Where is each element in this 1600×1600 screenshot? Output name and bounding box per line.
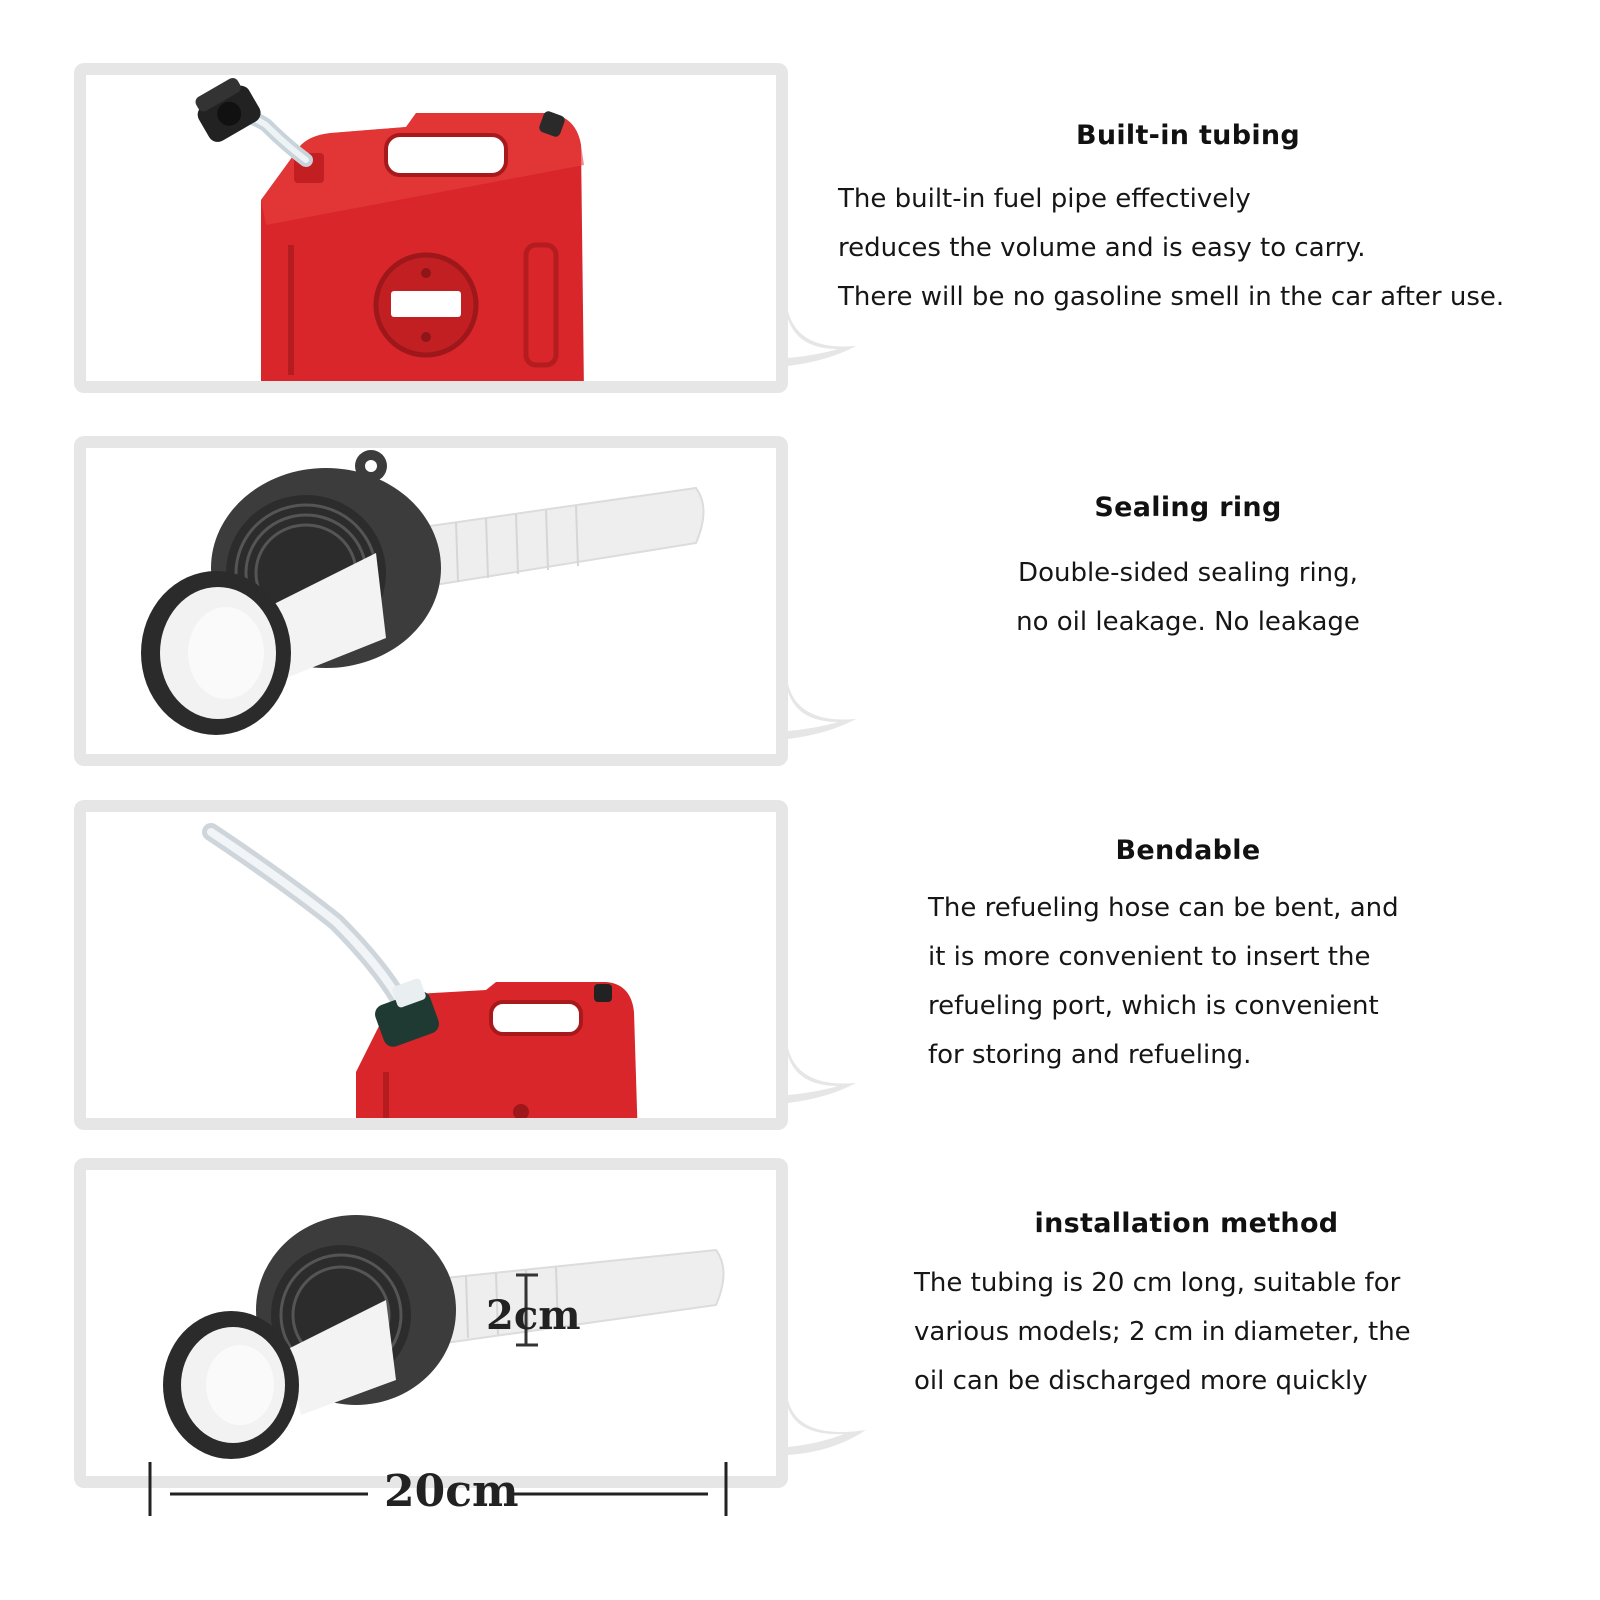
feature-line: There will be no gasoline smell in the car after use. [838,282,1505,312]
diameter-label: 2cm [486,1292,581,1339]
feature-title: Sealing ring [1094,492,1282,523]
nozzle-sealing-ring-image [86,448,776,754]
jerry-can-image [86,75,776,381]
feature-sealing-ring [838,492,1538,647]
feature-line: various models; 2 cm in diameter, the [914,1317,1411,1347]
feature-title: Bendable [1115,835,1261,866]
feature-line: reduces the volume and is easy to carry. [838,233,1366,263]
feature-line: it is more convenient to insert the [928,942,1371,972]
speech-tail [788,1400,878,1460]
feature-line: oil can be discharged more quickly [914,1366,1368,1396]
feature-installation-method [914,1208,1514,1406]
feature-line: no oil leakage. No leakage [1016,607,1360,637]
feature-title: installation method [1034,1208,1339,1239]
feature-line: for storing and refueling. [928,1040,1252,1070]
bendable-hose-image [86,812,776,1118]
product-image-panel-4 [74,1158,788,1488]
feature-line: The tubing is 20 cm long, suitable for [914,1268,1401,1298]
speech-tail [788,1048,868,1108]
feature-line: The built-in fuel pipe effectively [838,184,1251,214]
feature-title: Built-in tubing [1075,120,1301,151]
feature-line: refueling port, which is convenient [928,991,1379,1021]
speech-tail [788,684,868,744]
feature-built-in-tubing [838,120,1578,322]
product-image-panel-3 [74,800,788,1130]
nozzle-dimensions-image [86,1170,776,1476]
feature-bendable [928,835,1488,1080]
feature-line: Double-sided sealing ring, [1018,558,1358,588]
product-image-panel-2 [74,436,788,766]
feature-line: The refueling hose can be bent, and [928,893,1399,923]
product-image-panel-1 [74,63,788,393]
length-label: 20cm [384,1466,519,1517]
